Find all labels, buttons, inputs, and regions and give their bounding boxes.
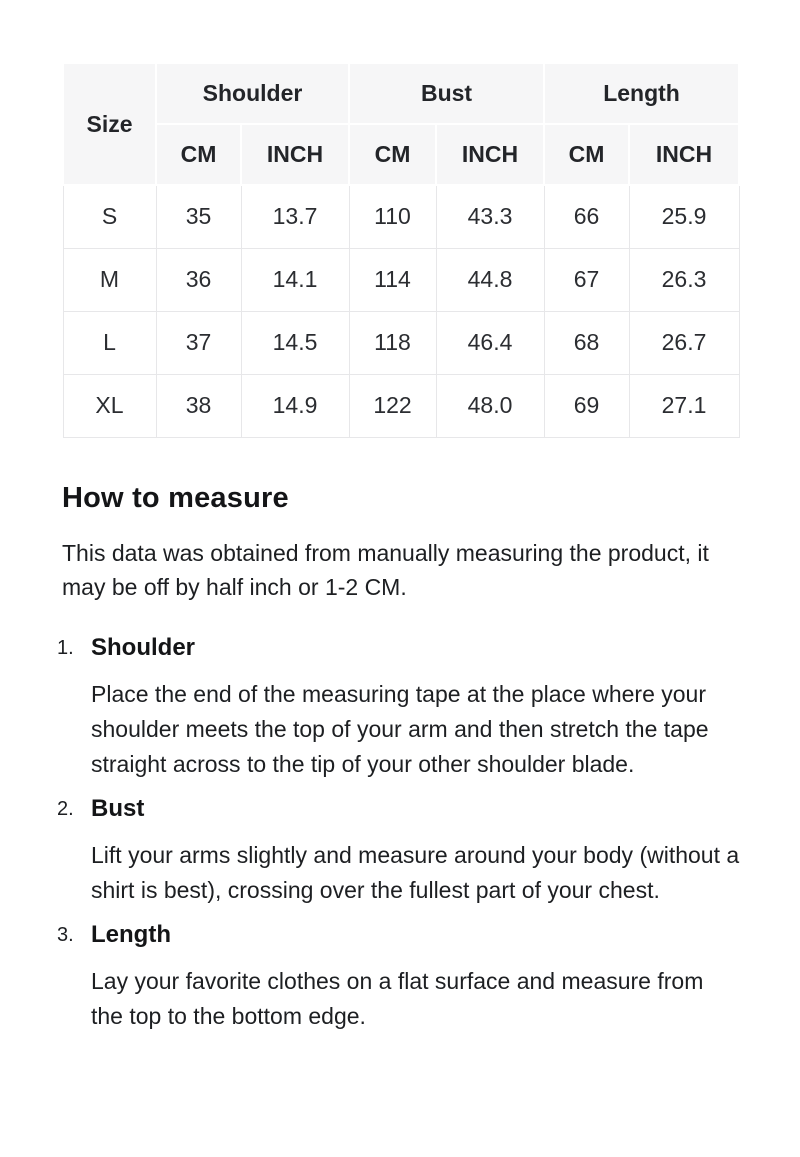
cell-length-cm: 66	[544, 185, 629, 248]
cell-shoulder-cm: 37	[156, 311, 241, 374]
step-body	[91, 793, 740, 919]
list-item-length	[57, 919, 740, 1045]
cell-length-cm: 67	[544, 248, 629, 311]
step-title: Bust	[91, 794, 145, 822]
cell-size: XL	[63, 374, 156, 437]
header-length: Length	[544, 63, 739, 124]
how-to-measure-heading: How to measure	[62, 481, 289, 514]
cell-bust-cm: 118	[349, 311, 436, 374]
cell-length-inch: 26.7	[629, 311, 739, 374]
header-bust-inch: INCH	[436, 124, 544, 185]
size-chart-header	[63, 63, 739, 185]
cell-shoulder-cm: 35	[156, 185, 241, 248]
cell-bust-inch: 48.0	[436, 374, 544, 437]
header-size: Size	[63, 63, 156, 185]
header-length-cm: CM	[544, 124, 629, 185]
cell-length-inch: 25.9	[629, 185, 739, 248]
step-body	[91, 632, 740, 793]
header-bust-cm: CM	[349, 124, 436, 185]
cell-length-cm: 68	[544, 311, 629, 374]
step-body	[91, 919, 740, 1045]
cell-bust-cm: 110	[349, 185, 436, 248]
list-item-bust	[57, 793, 740, 919]
step-description: Lift your arms slightly and measure around your body (without a shirt is best), crossing over the fullest part of your chest.	[91, 841, 740, 903]
step-number: 3.	[57, 923, 74, 946]
cell-shoulder-cm: 36	[156, 248, 241, 311]
header-shoulder-inch: INCH	[241, 124, 349, 185]
table-row-l	[63, 311, 739, 374]
cell-bust-inch: 44.8	[436, 248, 544, 311]
cell-shoulder-cm: 38	[156, 374, 241, 437]
header-length-inch: INCH	[629, 124, 739, 185]
list-item-shoulder	[57, 632, 740, 793]
measure-steps-list	[57, 632, 740, 1045]
header-bust: Bust	[349, 63, 544, 124]
cell-length-cm: 69	[544, 374, 629, 437]
table-row-s	[63, 185, 739, 248]
how-to-measure-intro: This data was obtained from manually measuring the product, it may be off by half inch or 1-2 CM.	[62, 539, 709, 600]
step-description: Place the end of the measuring tape at the place where your shoulder meets the top of your arm and then stretch the tape straight across to the tip of your other shoulder blade.	[91, 680, 709, 777]
step-number: 2.	[57, 797, 74, 820]
step-description: Lay your favorite clothes on a flat surface and measure from the top to the bottom edge.	[91, 967, 704, 1029]
cell-bust-cm: 122	[349, 374, 436, 437]
header-shoulder: Shoulder	[156, 63, 349, 124]
cell-length-inch: 27.1	[629, 374, 739, 437]
cell-shoulder-inch: 14.5	[241, 311, 349, 374]
step-title: Length	[91, 920, 171, 948]
cell-shoulder-inch: 14.1	[241, 248, 349, 311]
step-title: Shoulder	[91, 633, 196, 661]
cell-bust-inch: 43.3	[436, 185, 544, 248]
cell-size: M	[63, 248, 156, 311]
cell-shoulder-inch: 14.9	[241, 374, 349, 437]
cell-bust-cm: 114	[349, 248, 436, 311]
cell-size: L	[63, 311, 156, 374]
header-shoulder-cm: CM	[156, 124, 241, 185]
table-row-xl	[63, 374, 739, 437]
size-chart-table	[62, 62, 740, 438]
table-row-m	[63, 248, 739, 311]
cell-bust-inch: 46.4	[436, 311, 544, 374]
step-number: 1.	[57, 636, 74, 659]
cell-length-inch: 26.3	[629, 248, 739, 311]
cell-size: S	[63, 185, 156, 248]
cell-shoulder-inch: 13.7	[241, 185, 349, 248]
